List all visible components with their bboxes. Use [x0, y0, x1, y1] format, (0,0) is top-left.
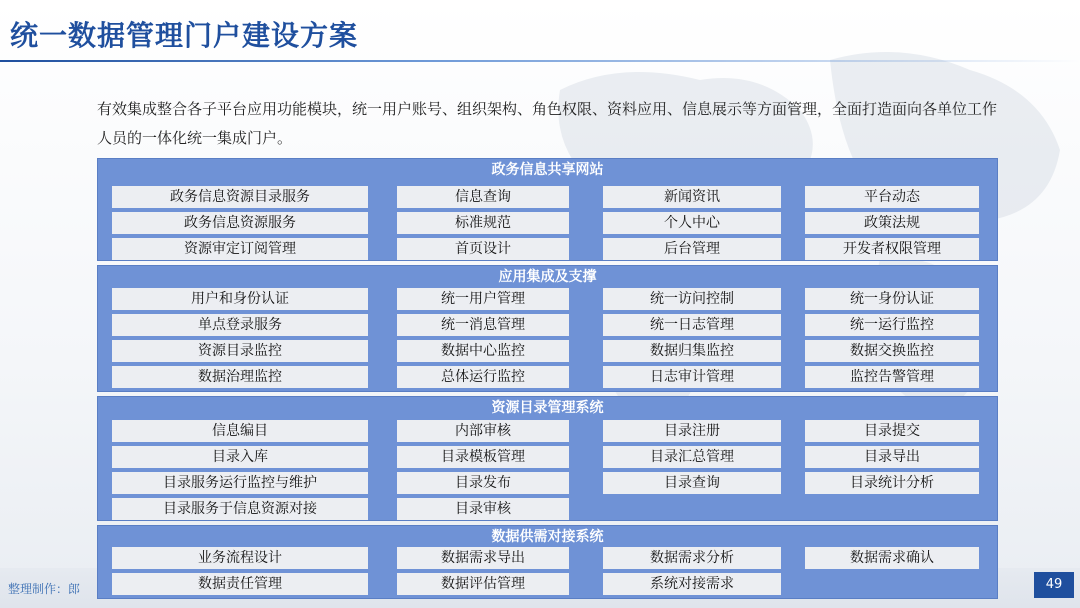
- module-box: 单点登录服务: [112, 314, 368, 336]
- module-box: 内部审核: [397, 420, 569, 442]
- module-box: 信息查询: [397, 186, 569, 208]
- module-box: 目录汇总管理: [603, 446, 781, 468]
- module-box: 数据交换监控: [805, 340, 979, 362]
- module-box: 数据需求分析: [603, 547, 781, 569]
- module-box: 统一运行监控: [805, 314, 979, 336]
- module-box: 个人中心: [603, 212, 781, 234]
- module-box: 资源目录监控: [112, 340, 368, 362]
- module-box: 数据归集监控: [603, 340, 781, 362]
- module-box: 日志审计管理: [603, 366, 781, 388]
- module-box: 后台管理: [603, 238, 781, 260]
- section-gov-info-sharing: [97, 158, 998, 261]
- module-box: 数据治理监控: [112, 366, 368, 388]
- module-box: 目录提交: [805, 420, 979, 442]
- module-box: 统一消息管理: [397, 314, 569, 336]
- module-box: 统一访问控制: [603, 288, 781, 310]
- intro-paragraph: 有效集成整合各子平台应用功能模块，统一用户账号、组织架构、角色权限、资料应用、信息展示等方面管理，全面打造面向各单位工作人员的一体化统一集成门户。: [97, 100, 998, 147]
- module-box: 目录查询: [603, 472, 781, 494]
- title-underline: [0, 60, 1080, 62]
- section-title: 数据供需对接系统: [491, 529, 604, 545]
- module-box: 政策法规: [805, 212, 979, 234]
- module-box: 目录统计分析: [805, 472, 979, 494]
- module-box: 政务信息资源目录服务: [112, 186, 368, 208]
- module-box: 数据需求导出: [397, 547, 569, 569]
- page-number: 49: [1034, 572, 1074, 598]
- module-box: 目录模板管理: [397, 446, 569, 468]
- module-box: 目录服务于信息资源对接: [112, 498, 368, 520]
- page-title: 统一数据管理门户建设方案: [10, 19, 359, 52]
- module-box: 目录导出: [805, 446, 979, 468]
- module-box: 数据需求确认: [805, 547, 979, 569]
- module-box: 统一用户管理: [397, 288, 569, 310]
- module-box: 用户和身份认证: [112, 288, 368, 310]
- section-data-supply-demand: [97, 525, 998, 599]
- section-title: 资源目录管理系统: [491, 400, 604, 416]
- module-box: 开发者权限管理: [805, 238, 979, 260]
- module-box: 信息编目: [112, 420, 368, 442]
- module-box: 标准规范: [397, 212, 569, 234]
- module-box: 数据责任管理: [112, 573, 368, 595]
- module-box: 统一日志管理: [603, 314, 781, 336]
- module-box: 业务流程设计: [112, 547, 368, 569]
- module-box: 资源审定订阅管理: [112, 238, 368, 260]
- module-box: 数据评估管理: [397, 573, 569, 595]
- module-box: 目录服务运行监控与维护: [112, 472, 368, 494]
- module-box: 统一身份认证: [805, 288, 979, 310]
- module-box: 总体运行监控: [397, 366, 569, 388]
- section-resource-catalog: [97, 396, 998, 521]
- module-box: 目录入库: [112, 446, 368, 468]
- module-box: 政务信息资源服务: [112, 212, 368, 234]
- module-box: 目录发布: [397, 472, 569, 494]
- module-box: 新闻资讯: [603, 186, 781, 208]
- module-box: 平台动态: [805, 186, 979, 208]
- section-app-integration: [97, 265, 998, 392]
- section-title: 应用集成及支撑: [498, 269, 597, 285]
- footer-credit: 整理制作：郎: [8, 582, 81, 596]
- module-box: 数据中心监控: [397, 340, 569, 362]
- module-box: 监控告警管理: [805, 366, 979, 388]
- module-box: 系统对接需求: [603, 573, 781, 595]
- section-title: 政务信息共享网站: [491, 162, 604, 178]
- module-box: 首页设计: [397, 238, 569, 260]
- module-box: 目录注册: [603, 420, 781, 442]
- module-box: 目录审核: [397, 498, 569, 520]
